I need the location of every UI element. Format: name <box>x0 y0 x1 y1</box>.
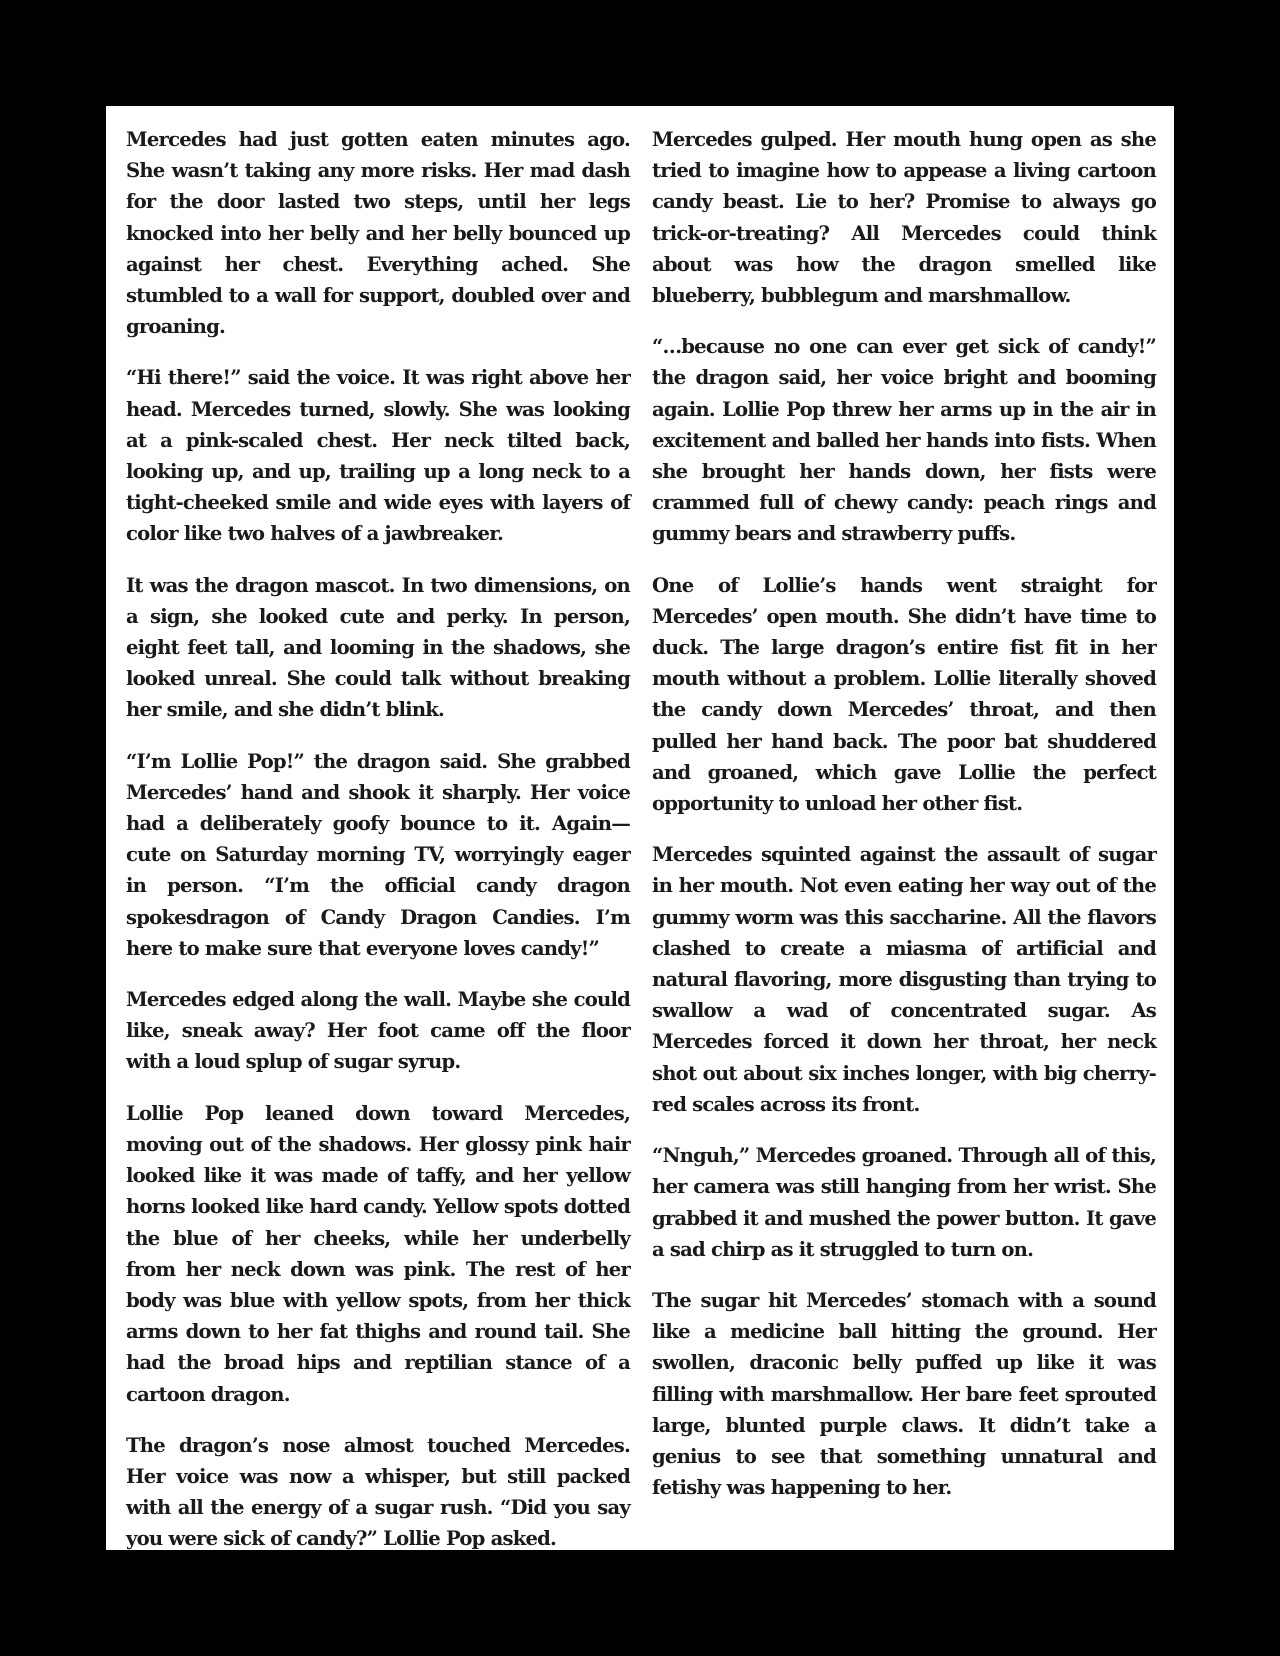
left-column <box>126 124 630 1575</box>
paragraph: The dragon’s nose almost touched Mercedes. Her voice was now a whisper, but still packed with all the energy of a sugar rush. “Did you say you were sick of candy?” Lollie Pop asked. <box>126 1433 630 1551</box>
right-column <box>652 124 1156 1575</box>
paragraph: It was the dragon mascot. In two dimensions, on a sign, she looked cute and perky. In person, eight feet tall, and looming in the shadows, she looked unreal. She could talk without breaking her smile, and she didn’t blink. <box>126 573 630 722</box>
paragraph: “…because no one can ever get sick of candy!” the dragon said, her voice bright and booming again. Lollie Pop threw her arms up in the air in excitement and balled her hands into fists. When she brought her hands down, her fists were crammed full of chewy candy: peach rings and gummy bears and strawberry puffs. <box>652 335 1156 546</box>
paragraph: Mercedes squinted against the assault of sugar in her mouth. Not even eating her way out of the gummy worm was this saccharine. All the flavors clashed to create a miasma of artificial and natural flavoring, more disgusting than trying to swallow a wad of concentrated sugar. As Mercedes forced it down her throat, her neck shot out about six inches longer, with big cherry-red scales across its front. <box>652 843 1156 1116</box>
text-columns <box>126 124 1156 1575</box>
paragraph: Mercedes edged along the wall. Maybe she could like, sneak away? Her foot came off the floor with a loud splup of sugar syrup. <box>126 988 630 1074</box>
paragraph: One of Lollie’s hands went straight for Mercedes’ open mouth. She didn’t have time to duck. The large dragon’s entire fist fit in her mouth without a problem. Lollie literally shoved the candy down Mercedes’ throat, and then pulled her hand back. The poor bat shuddered and groaned, which gave Lollie the perfect opportunity to unload her other fist. <box>652 573 1156 816</box>
book-page <box>106 106 1174 1550</box>
paragraph: Mercedes gulped. Her mouth hung open as she tried to imagine how to appease a living cartoon candy beast. Lie to her? Promise to always go trick-or-treating? All Mercedes could think about was how the dragon smelled like blueberry, bubblegum and marshmallow. <box>652 128 1156 308</box>
paragraph: “Hi there!” said the voice. It was right above her head. Mercedes turned, slowly. She was looking at a pink-scaled chest. Her neck tilted back, looking up, and up, trailing up a long neck to a tight-cheeked smile and wide eyes with layers of color like two halves of a jawbreaker. <box>126 366 630 546</box>
paragraph: The sugar hit Mercedes’ stomach with a sound like a medicine ball hitting the ground. Her swollen, draconic belly puffed up like it was filling with marshmallow. Her bare feet sprouted large, blunted purple claws. It didn’t take a genius to see that something unnatural and fetishy was happening to her. <box>652 1288 1156 1500</box>
paragraph: Lollie Pop leaned down toward Mercedes, moving out of the shadows. Her glossy pink hair looked like it was made of taffy, and her yellow horns looked like hard candy. Yellow spots dotted the blue of her cheeks, while her underbelly from her neck down was pink. The rest of her body was blue with yellow spots, from her thick arms down to her fat thighs and round tail. She had the broad hips and reptilian stance of a cartoon dragon. <box>126 1101 630 1406</box>
paragraph: “I’m Lollie Pop!” the dragon said. She grabbed Mercedes’ hand and shook it sharply. Her voice had a deliberately goofy bounce to it. Again—cute on Saturday morning TV, worryingly eager in person. “I’m the official candy dragon spokesdragon of Candy Dragon Candies. I’m here to make sure that everyone loves candy!” <box>126 749 630 960</box>
paragraph: Mercedes had just gotten eaten minutes ago. She wasn’t taking any more risks. Her mad dash for the door lasted two steps, until her legs knocked into her belly and her belly bounced up against her chest. Everything ached. She stumbled to a wall for support, doubled over and groaning. <box>126 128 630 339</box>
paragraph: “Nnguh,” Mercedes groaned. Through all of this, her camera was still hanging from her wrist. She grabbed it and mushed the power button. It gave a sad chirp as it struggled to turn on. <box>652 1144 1156 1261</box>
